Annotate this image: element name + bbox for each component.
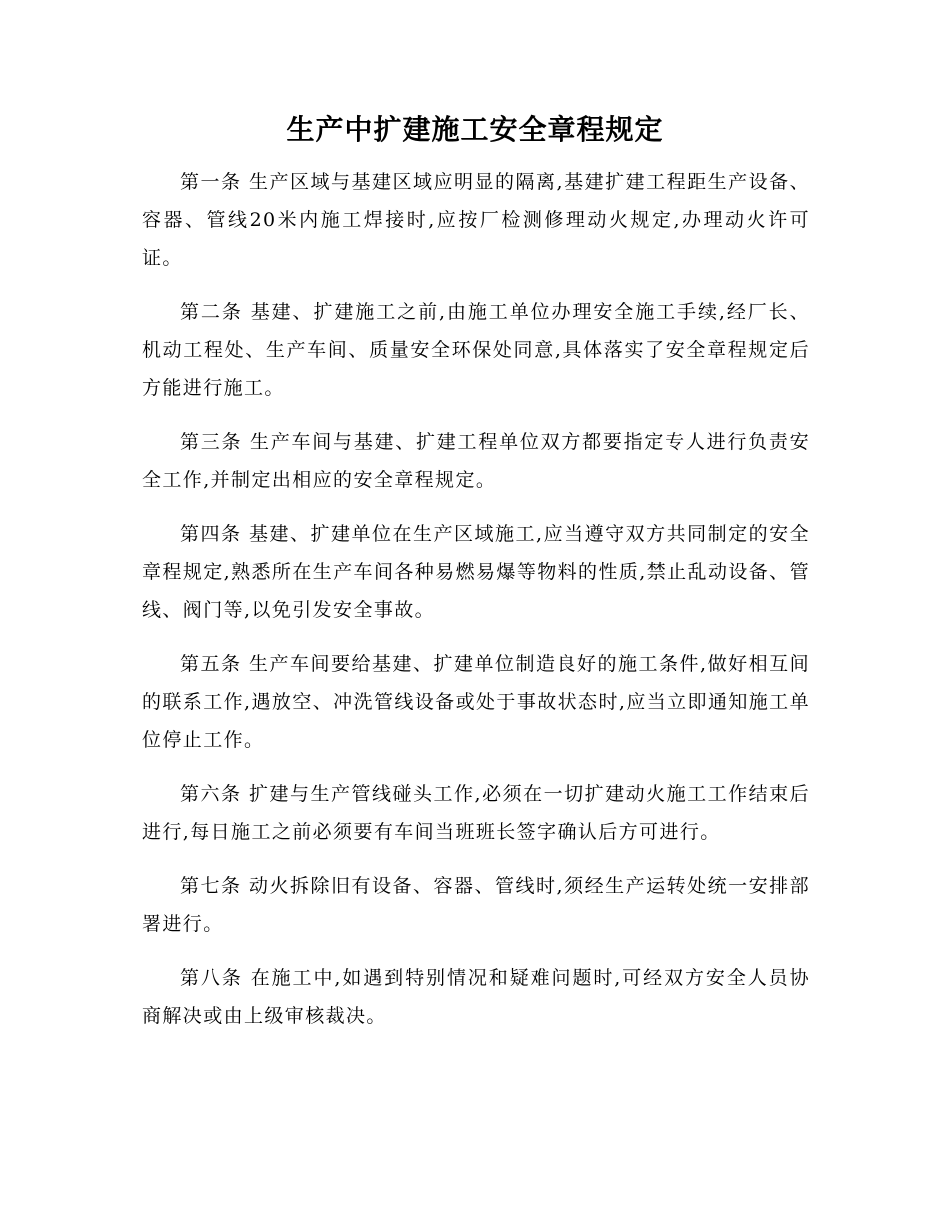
article-list [142,163,810,1051]
article-5: 第五条 生产车间要给基建、扩建单位制造良好的施工条件,做好相互间的联系工作,遇放空、冲洗管线设备或处于事故状态时,应当立即通知施工单位停止工作。 [142,653,810,751]
article-6: 第六条 扩建与生产管线碰头工作,必须在一切扩建动火施工工作结束后进行,每日施工之前必须要有车间当班班长签字确认后方可进行。 [142,783,810,843]
article-7: 第七条 动火拆除旧有设备、容器、管线时,须经生产运转处统一安排部署进行。 [142,875,810,935]
article-2: 第二条 基建、扩建施工之前,由施工单位办理安全施工手续,经厂长、机动工程处、生产车间、质量安全环保处同意,具体落实了安全章程规定后方能进行施工。 [142,301,810,399]
document-title: 生产中扩建施工安全章程规定 [286,113,664,146]
article-4: 第四条 基建、扩建单位在生产区域施工,应当遵守双方共同制定的安全章程规定,熟悉所在生产车间各种易燃易爆等物料的性质,禁止乱动设备、管线、阀门等,以免引发安全事故。 [142,523,810,621]
article-1: 第一条 生产区域与基建区域应明显的隔离,基建扩建工程距生产设备、容器、管线20米内施工焊接时,应按厂检测修理动火规定,办理动火许可证。 [142,171,810,269]
article-3: 第三条 生产车间与基建、扩建工程单位双方都要指定专人进行负责安全工作,并制定出相应的安全章程规定。 [142,431,810,491]
article-8: 第八条 在施工中,如遇到特别情况和疑难问题时,可经双方安全人员协商解决或由上级审核裁决。 [142,967,810,1027]
